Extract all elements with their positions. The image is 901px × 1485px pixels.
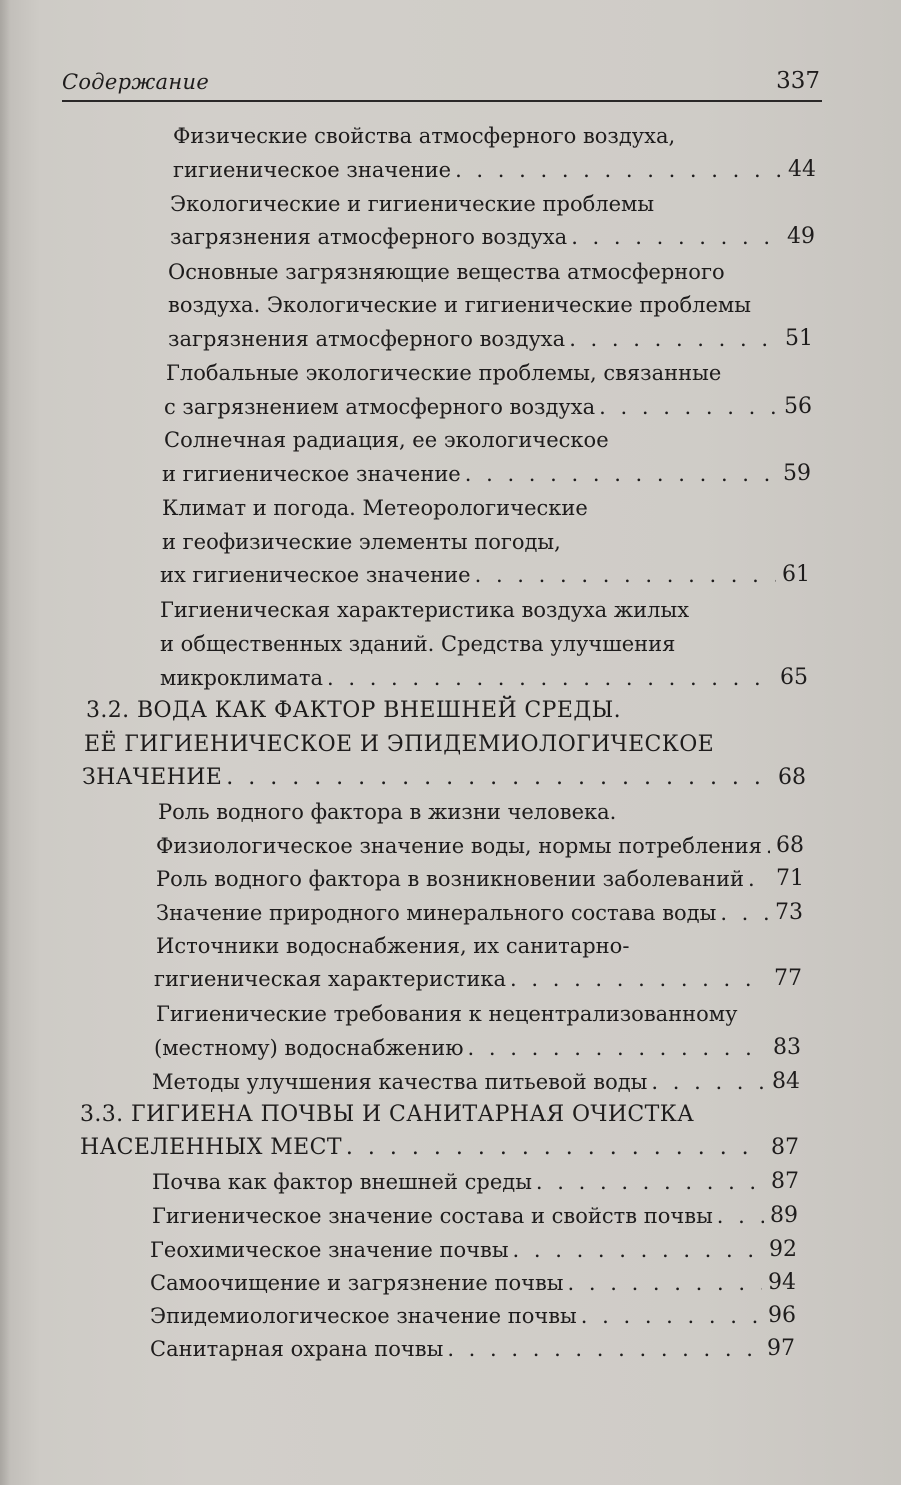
toc-page-number: 59 [783, 461, 811, 486]
leader-dots [447, 1335, 761, 1363]
toc-entry-text: их гигиеническое значение [160, 563, 471, 587]
toc-page-number: 44 [788, 157, 816, 182]
leader-dots [571, 223, 781, 251]
toc-page-number: 65 [780, 665, 808, 690]
leader-dots [766, 832, 770, 860]
toc-page-number: 49 [787, 224, 815, 249]
toc-entry-line: Экологические и гигиенические проблемы [170, 192, 655, 216]
toc-page-number: 56 [784, 394, 812, 419]
toc-entry-text: гигиеническое значение [173, 158, 452, 182]
toc-entry [160, 664, 808, 692]
toc-entry-text: Самоочищение и загрязнение почвы [150, 1271, 564, 1295]
leader-dots [651, 1068, 766, 1096]
toc-page-number: 94 [768, 1270, 796, 1295]
toc-entry-text: загрязнения атмосферного воздуха [168, 327, 566, 351]
leader-dots [720, 899, 769, 927]
toc-entry [150, 1269, 796, 1297]
toc-entry-line: Глобальные экологические проблемы, связанные [166, 361, 722, 385]
section-heading-text: ЗНАЧЕНИЕ [82, 765, 223, 790]
toc-entry-line: Солнечная радиация, ее экологическое [164, 428, 609, 452]
toc-entry [152, 1068, 800, 1096]
leader-dots [568, 1269, 762, 1297]
leader-dots [226, 764, 772, 792]
toc-entry-text: загрязнения атмосферного воздуха [170, 225, 568, 249]
leader-dots [475, 561, 776, 589]
toc-page-number: 97 [767, 1336, 795, 1361]
toc-entry-line: Гигиенические требования к нецентрализованному [156, 1002, 738, 1026]
toc-entry [152, 1168, 799, 1196]
toc-entry-text: Физиологическое значение воды, нормы потребления [156, 834, 762, 858]
toc-entry [150, 1236, 797, 1264]
toc-entry-line: и геофизические элементы погоды, [162, 530, 561, 554]
toc-page-number: 68 [778, 765, 806, 790]
toc-page-number: 83 [773, 1035, 801, 1060]
section-heading-entry [82, 764, 806, 792]
leader-dots [327, 664, 774, 692]
toc-entry [152, 1202, 798, 1230]
toc-entry-line: Источники водоснабжения, их санитарно- [156, 934, 630, 958]
toc-entry-line: Климат и погода. Метеорологические [162, 496, 588, 520]
leader-dots [468, 1034, 767, 1062]
toc-entry [168, 325, 813, 353]
page-edge-shadow [0, 0, 10, 1485]
toc-page-number: 68 [776, 833, 804, 858]
toc-entry-text: Роль водного фактора в возникновении заболеваний [156, 867, 745, 891]
toc-entry-text: (местному) водоснабжению [154, 1036, 464, 1060]
toc-entry-text: Методы улучшения качества питьевой воды [152, 1070, 648, 1094]
toc-page-number: 92 [769, 1237, 797, 1262]
toc-entry [160, 561, 810, 589]
toc-entry-text: и гигиеническое значение [162, 462, 461, 486]
toc-page-number: 96 [768, 1303, 796, 1328]
toc-entry [170, 223, 815, 251]
leader-dots [346, 1134, 765, 1162]
leader-dots [569, 325, 779, 353]
section-heading-line: ЕЁ ГИГИЕНИЧЕСКОЕ И ЭПИДЕМИОЛОГИЧЕСКОЕ [84, 732, 715, 757]
toc-entry [162, 460, 811, 488]
toc-entry-line: Роль водного фактора в жизни человека. [158, 800, 617, 824]
running-head-title: Содержание [62, 70, 210, 94]
toc-page-number: 87 [771, 1169, 799, 1194]
leader-dots [599, 393, 778, 421]
toc-page-number: 51 [785, 326, 813, 351]
toc-entry-line: Основные загрязняющие вещества атмосферного [168, 260, 725, 284]
toc-entry-text: Почва как фактор внешней среды [152, 1170, 532, 1194]
leader-dots [748, 865, 770, 893]
toc-entry [156, 865, 804, 893]
toc-entry [154, 1034, 801, 1062]
toc-entry-text: Эпидемиологическое значение почвы [150, 1304, 577, 1328]
toc-entry-text: микроклимата [160, 666, 323, 690]
leader-dots [455, 156, 782, 184]
toc-entry-line: воздуха. Экологические и гигиенические проблемы [168, 293, 751, 317]
toc-entry-line: Физические свойства атмосферного воздуха, [173, 124, 676, 148]
toc-page-number: 89 [770, 1203, 798, 1228]
leader-dots [513, 1236, 763, 1264]
toc-entry-text: Значение природного минерального состава воды [156, 901, 717, 925]
toc-entry [156, 899, 803, 927]
page-number: 337 [776, 68, 820, 94]
section-heading-line: 3.2. ВОДА КАК ФАКТОР ВНЕШНЕЙ СРЕДЫ. [86, 698, 622, 723]
toc-page-number: 73 [775, 900, 803, 925]
toc-page-number: 87 [771, 1135, 799, 1160]
leader-dots [717, 1202, 764, 1230]
toc-entry [173, 156, 816, 184]
section-heading-entry [80, 1134, 799, 1162]
section-heading-line: 3.3. ГИГИЕНА ПОЧВЫ И САНИТАРНАЯ ОЧИСТКА [80, 1102, 695, 1127]
toc-entry [154, 965, 802, 993]
leader-dots [536, 1168, 765, 1196]
toc-entry-line: и общественных зданий. Средства улучшения [160, 632, 676, 656]
leader-dots [581, 1302, 762, 1330]
leader-dots [510, 965, 768, 993]
toc-entry-text: гигиеническая характеристика [154, 967, 507, 991]
toc-page-number: 84 [772, 1069, 800, 1094]
toc-entry [150, 1302, 796, 1330]
running-head [62, 66, 822, 102]
leader-dots [465, 460, 777, 488]
toc-entry-text: Санитарная охрана почвы [150, 1337, 444, 1361]
toc-page-number: 71 [776, 866, 804, 891]
toc-page-number: 61 [782, 562, 810, 587]
toc-entry [150, 1335, 795, 1363]
toc-entry-text: Геохимическое значение почвы [150, 1238, 509, 1262]
section-heading-text: НАСЕЛЕННЫХ МЕСТ [80, 1135, 342, 1160]
toc-entry [156, 832, 804, 860]
toc-page-number: 77 [774, 966, 802, 991]
toc-entry [164, 393, 812, 421]
toc-entry-text: с загрязнением атмосферного воздуха [164, 395, 596, 419]
toc-entry-line: Гигиеническая характеристика воздуха жилых [160, 598, 690, 622]
toc-entry-text: Гигиеническое значение состава и свойств почвы [152, 1204, 713, 1228]
